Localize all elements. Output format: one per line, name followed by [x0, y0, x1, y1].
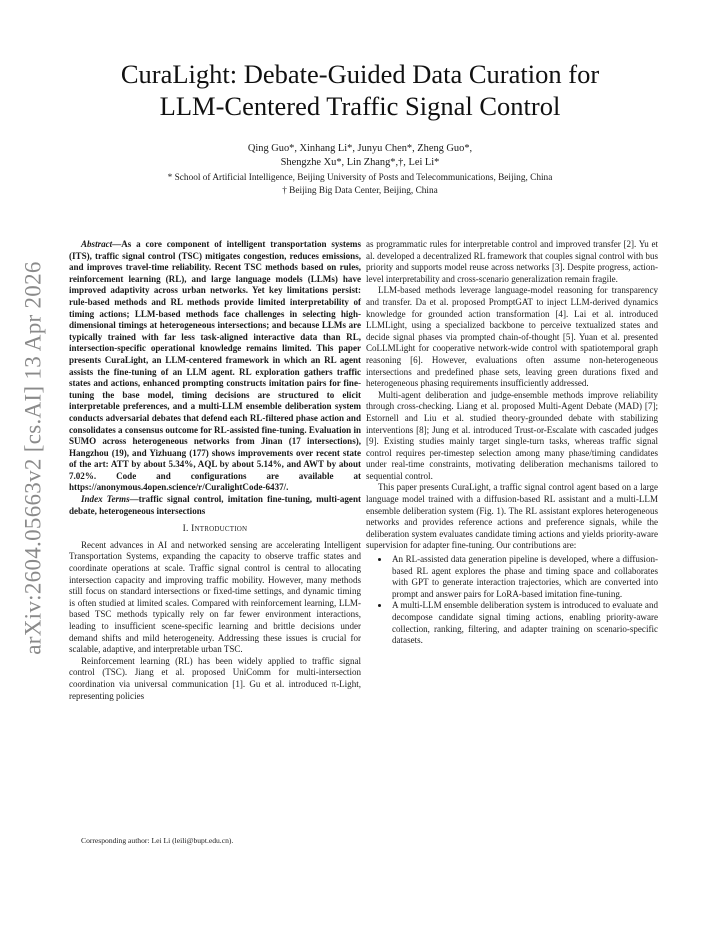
title-line-2: LLM-Centered Traffic Signal Control [159, 91, 561, 121]
corresponding-author-footnote: Corresponding author: Lei Li (leili@bupt.edu.cn). [81, 836, 234, 845]
authors-line-2: Shengzhe Xu*, Lin Zhang*,†, Lei Li* [280, 157, 440, 168]
contribution-item-2: • A multi-LLM ensemble deliberation system is introduced to evaluate and decompose candidate signal timing actions, enabling priority-aware collection, ranking, filtering, and adapter training on scenario-specific datasets. [390, 600, 658, 646]
index-terms-text: —traffic signal control, imitation fine-tuning, multi-agent debate, heterogeneous intersections [69, 494, 361, 516]
author-list [60, 142, 660, 170]
index-terms-label: Index Terms [81, 494, 130, 505]
abstract-label: Abstract [81, 239, 113, 249]
affiliation-1: * School of Artificial Intelligence, Beijing University of Posts and Telecommunications, Beijing, China [167, 173, 553, 183]
contributions-list [366, 554, 658, 647]
left-column [69, 239, 361, 702]
affiliations [60, 172, 660, 198]
intro-paragraph-5: This paper presents CuraLight, a traffic signal control agent based on a large language model trained with a diffusion-based RL assistant and a multi-LLM ensemble deliberation system (Fig. 1). The RL assistant explores heterogeneous networks and provides reference actions and preference signals, while the deliberation system evaluates candidate timing actions and yields priority-aware supervision for adapter fine-tuning. Our contributions are: [366, 482, 658, 551]
contribution-item-1: • An RL-assisted data generation pipeline is developed, where a diffusion-based RL agent explores the phase and timing space and collaborates with GPT to generate interaction trajectories, which are converted into prompt and answer pairs for LoRA-based imitation fine-tuning. [390, 554, 658, 600]
intro-paragraph-2: Reinforcement learning (RL) has been widely applied to traffic signal control (TSC). Jiang et al. proposed UniComm for multi-intersection coordination via universal communication [1]. Gu et al. introduced π-Light, representing policies [69, 655, 361, 701]
section-heading-introduction: I. Introduction [182, 524, 248, 535]
paper-title [60, 58, 660, 122]
right-column [366, 239, 658, 647]
abstract [69, 239, 361, 494]
affiliation-2: † Beijing Big Data Center, Beijing, China [282, 186, 438, 196]
title-line-1: CuraLight: Debate-Guided Data Curation for [120, 59, 600, 89]
index-terms [69, 494, 361, 517]
authors-line-1: Qing Guo*, Xinhang Li*, Junyu Chen*, Zheng Guo*, [247, 143, 473, 154]
intro-paragraph-2-continued: as programmatic rules for interpretable control and improved transfer [2]. Yu et al. developed a decentralized RL framework that couples signal control with bus priority and supports model reuse across networks [3]. Despite progress, action-level interpretability and cross-scenario generalization remain fragile. [366, 239, 658, 284]
arxiv-id-text: arXiv:2604.05663v2 [cs.AI] 13 Apr 2026 [21, 261, 46, 655]
arxiv-identifier-stamp [14, 248, 54, 668]
abstract-text: —As a core component of intelligent transportation systems (ITS), traffic signal control (TSC) mitigates congestion, reduces emissions, and improves travel-time reliability. Recent TSC methods based on rules, reinforcement learning (RL), and large language models (LLMs) have improved adaptivity across urban networks. Yet key limitations persist: rule-based methods and RL methods provide limited interpretability of timing actions; LLM-based methods face challenges in selecting high-dimensional timings at heterogeneous intersections; and because LLMs are typically trained with far less task-aligned interactive data than RL, intersection-specific operational knowledge remains limited. This paper presents CuraLight, an LLM-centered framework in which an RL agent assists the fine-tuning of an LLM agent. RL exploration gathers traffic states and actions, enhanced prompting constructs imitation pairs for fine-tuning the base model, timing decisions are structured to elicit interpretable preferences, and a multi-LLM ensemble deliberation system conducts adversarial debates that defend each RL-filtered phase action and consolidates a consensus outcome for RL-assisted fine-tuning. Evaluation in SUMO across heterogeneous networks from Jinan (17 intersections), Hangzhou (19), and Yizhuang (177) shows improvements over recent state of the art: ATT by about 5.34%, AQL by about 5.14%, and AWT by about 7.02%. Code and configurations are available at https://anonymous.4open.science/r/CuralightCode-6437/. [69, 239, 361, 493]
intro-paragraph-1: Recent advances in AI and networked sensing are accelerating Intelligent Transportation Systems, expanding the capacity to observe traffic states and coordinate operations at scale. Traffic signal control is central to allocating intersection capacity and improving traffic mobility. However, many methods still focus on standard intersections or fixed-time settings, and dynamic timing is often studied at limited scales. Compared with reinforcement learning, LLM-based TSC methods typically rely on far fewer environment interactions, leading to insufficient scene-specific learning and brittle decisions under demand shifts and mild heterogeneity. Addressing these issues is crucial for scalable, adaptive, and interpretable urban TSC. [69, 539, 361, 655]
intro-paragraph-4: Multi-agent deliberation and judge-ensemble methods improve reliability through cross-checking. Liang et al. proposed Multi-Agent Debate (MAD) [7]; Estornell and Liu et al. studied theory-grounded debate with stabilizing interventions [8]; Jung et al. introduced Trust-or-Escalate with cascaded judges [9]. Existing studies mainly target single-turn tasks, whereas traffic signal control requires per-timestep selection among many phase/timing candidates under real-time constraints, motivating deliberation mechanisms tailored to sequential control. [366, 389, 658, 481]
intro-paragraph-3: LLM-based methods leverage language-model reasoning for transparency and transfer. Da et al. proposed PromptGAT to inject LLM-derived dynamics knowledge for grounded action transformation [4]. Lai et al. introduced LLMLight, using a specialized backbone to perceive textualized states and decide signal phases via prompted chain-of-thought [5]. Yuan et al. presented CoLLMLight for cooperative network-wide control with spatiotemporal graph reasoning [6]. However, evaluations often assume non-heterogeneous intersections and predefined phase sets, leaving green durations fixed and heterogeneous phasing requirements insufficiently addressed. [366, 285, 658, 389]
